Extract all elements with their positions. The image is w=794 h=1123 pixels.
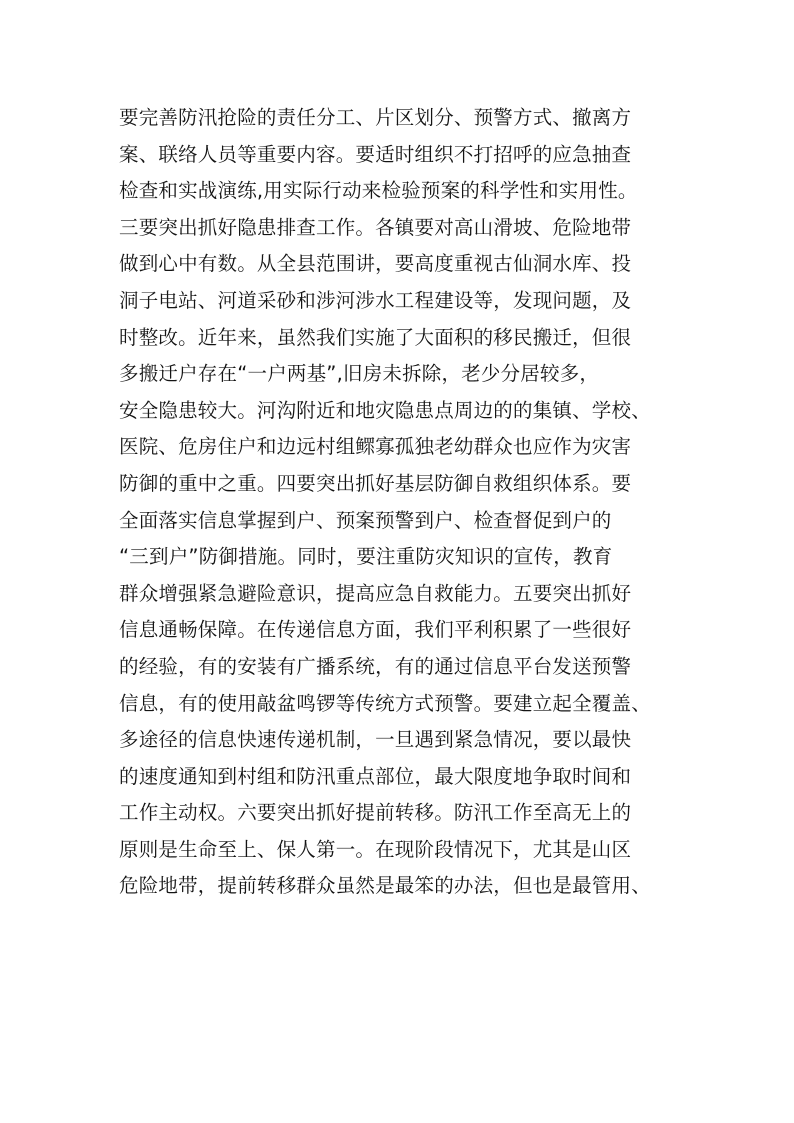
text-line: 三要突出抓好隐患排查工作。各镇要对高山滑坡、危险地带 [119, 215, 632, 239]
text-line: 的速度通知到村组和防汛重点部位，最大限度地争取时间和 [119, 764, 632, 788]
text-line: 要完善防汛抢险的责任分工、片区划分、预警方式、撤离方 [119, 106, 632, 129]
text-line: 全面落实信息掌握到户、预案预警到户、检查督促到户的 [119, 508, 612, 532]
text-line: 做到心中有数。从全县范围讲，要高度重视古仙洞水库、投 [119, 252, 632, 276]
text-line: 检查和实战演练,用实际行动来检验预案的科学性和实用性。 [119, 179, 638, 203]
text-line: 多搬迁户存在“一户两基”,旧房未拆除，老少分居较多， [119, 362, 600, 386]
text-line: 工作主动权。六要突出抓好提前转移。防汛工作至高无上的 [119, 801, 632, 825]
text-line: 时整改。近年来，虽然我们实施了大面积的移民搬迁，但很 [119, 325, 632, 349]
text-line: 信息，有的使用敲盆鸣锣等传统方式预警。要建立起全覆盖、 [119, 691, 651, 715]
text-line: 多途径的信息快速传递机制，一旦遇到紧急情况，要以最快 [119, 728, 632, 752]
text-line: 信息通畅保障。在传递信息方面，我们平利积累了一些很好 [119, 618, 632, 642]
text-line: 原则是生命至上、保人第一。在现阶段情况下，尤其是山区 [119, 837, 632, 861]
text-line: 安全隐患较大。河沟附近和地灾隐患点周边的的集镇、学校、 [119, 398, 651, 422]
text-line: “三到户”防御措施。同时，要注重防灾知识的宣传，教育 [119, 545, 613, 569]
text-line: 的经验，有的安装有广播系统，有的通过信息平台发送预警 [119, 654, 632, 678]
text-line: 防御的重中之重。四要突出抓好基层防御自救组织体系。要 [119, 471, 632, 495]
text-line: 洞子电站、河道采砂和涉河涉水工程建设等，发现问题，及 [119, 288, 632, 312]
text-line: 案、联络人员等重要内容。要适时组织不打招呼的应急抽查 [119, 142, 632, 166]
text-line: 群众增强紧急避险意识，提高应急自救能力。五要突出抓好 [119, 581, 632, 605]
body-text [119, 100, 694, 905]
text-line: 医院、危房住户和边远村组鳏寡孤独老幼群众也应作为灾害 [119, 435, 632, 459]
text-line: 危险地带，提前转移群众虽然是最笨的办法，但也是最管用、 [119, 874, 651, 898]
